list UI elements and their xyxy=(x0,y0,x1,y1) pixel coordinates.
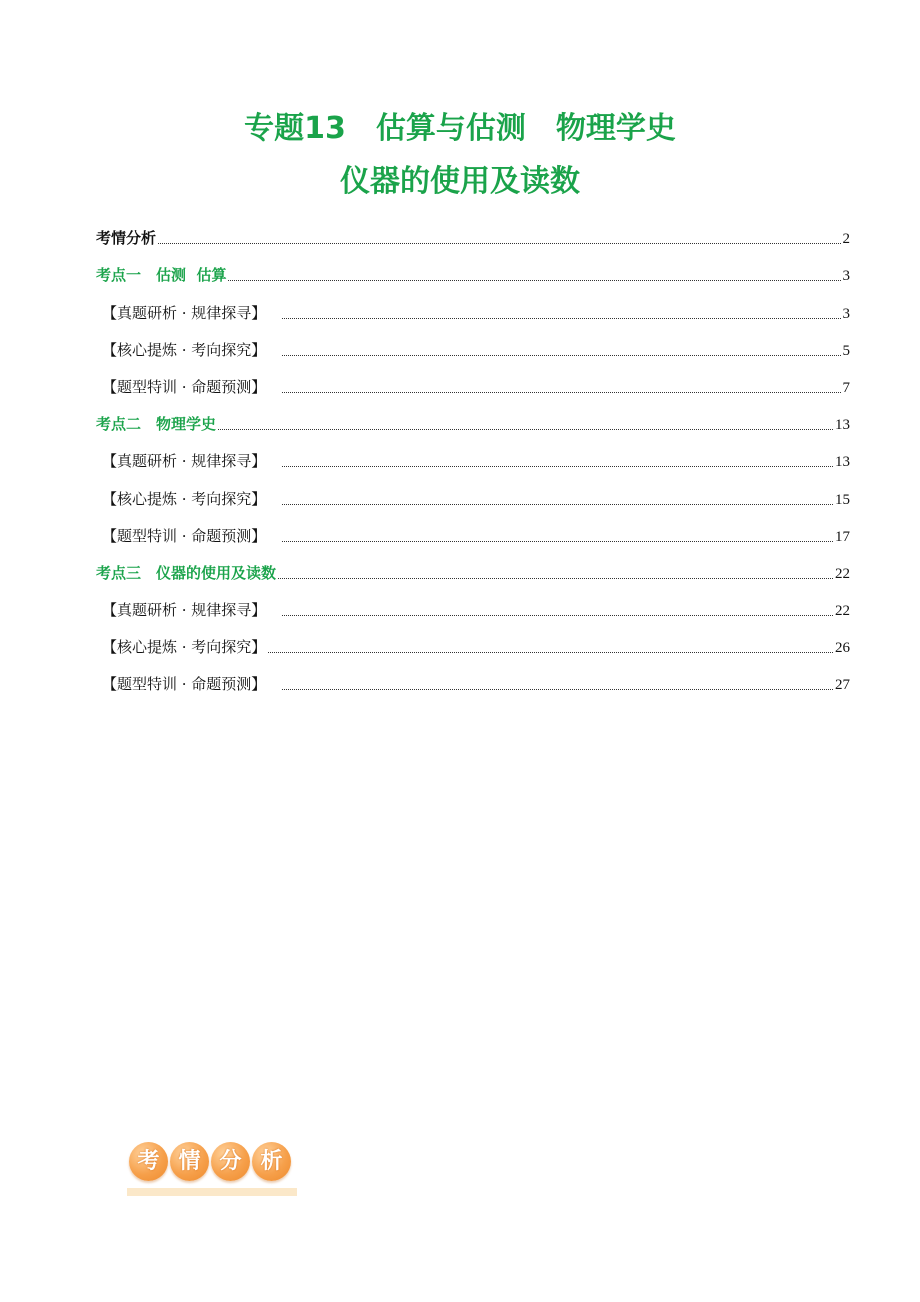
toc-dot-leader xyxy=(282,317,840,319)
toc-entry-label: 【核心提炼 · 考向探究】 xyxy=(102,489,267,508)
toc-entry[interactable] xyxy=(96,475,850,512)
toc-dot-leader xyxy=(218,428,833,430)
document-title-line-1: 专题13 估算与估测 物理学史 xyxy=(244,111,676,146)
toc-page-number: 13 xyxy=(835,417,850,434)
toc-entry-label: 【真题研析 · 规律探寻】 xyxy=(102,601,267,620)
section-badge-kaoqing-fenxi xyxy=(127,1142,297,1196)
toc-dot-leader xyxy=(268,651,833,653)
toc-entry-label: 【核心提炼 · 考向探究】 xyxy=(102,638,267,657)
toc-dot-leader xyxy=(282,391,840,393)
toc-page-number: 15 xyxy=(835,491,850,508)
toc-page-number: 22 xyxy=(835,565,850,582)
toc-entry[interactable] xyxy=(96,252,850,289)
toc-entry-label: 【题型特训 · 命题预测】 xyxy=(102,377,267,396)
toc-entry-label: 考点三 仪器的使用及读数 xyxy=(96,563,277,582)
toc-entry[interactable] xyxy=(96,438,850,475)
toc-dot-leader xyxy=(282,688,833,690)
toc-dot-leader xyxy=(158,242,840,244)
toc-entry-label: 【题型特训 · 命题预测】 xyxy=(102,675,267,694)
toc-dot-leader xyxy=(282,540,833,542)
toc-entry-label: 【题型特训 · 命题预测】 xyxy=(102,526,267,545)
badge-underline-bar xyxy=(127,1188,297,1196)
toc-entry[interactable] xyxy=(96,624,850,661)
toc-entry-label: 考情分析 xyxy=(96,229,157,248)
toc-entry-label: 考点二 物理学史 xyxy=(96,415,217,434)
toc-dot-leader xyxy=(282,354,840,356)
badge-char-2: 情 xyxy=(170,1142,209,1181)
toc-entry[interactable] xyxy=(96,215,850,252)
toc-page-number: 13 xyxy=(835,454,850,471)
toc-entry[interactable] xyxy=(96,364,850,401)
toc-entry[interactable] xyxy=(96,401,850,438)
toc-dot-leader xyxy=(282,614,833,616)
toc-page-number: 7 xyxy=(842,379,850,396)
badge-char-4: 析 xyxy=(252,1142,291,1181)
toc-page-number: 17 xyxy=(835,528,850,545)
toc-page-number: 2 xyxy=(842,231,850,248)
toc-entry-label: 【核心提炼 · 考向探究】 xyxy=(102,340,267,359)
toc-page-number: 26 xyxy=(835,640,850,657)
toc-page-number: 27 xyxy=(835,677,850,694)
badge-char-1: 考 xyxy=(129,1142,168,1181)
toc-dot-leader xyxy=(278,577,833,579)
table-of-contents xyxy=(96,215,850,698)
toc-entry[interactable] xyxy=(96,289,850,326)
toc-entry[interactable] xyxy=(96,550,850,587)
toc-page-number: 3 xyxy=(842,305,850,322)
toc-entry-label: 考点一 估测 估算 xyxy=(96,266,227,285)
document-title-line-2: 仪器的使用及读数 xyxy=(340,164,580,199)
toc-entry[interactable] xyxy=(96,327,850,364)
toc-entry[interactable] xyxy=(96,513,850,550)
toc-page-number: 22 xyxy=(835,603,850,620)
toc-page-number: 3 xyxy=(842,268,850,285)
toc-entry-label: 【真题研析 · 规律探寻】 xyxy=(102,452,267,471)
toc-dot-leader xyxy=(282,503,833,505)
toc-entry[interactable] xyxy=(96,661,850,698)
toc-dot-leader xyxy=(228,279,840,281)
badge-char-3: 分 xyxy=(211,1142,250,1181)
toc-dot-leader xyxy=(282,465,833,467)
toc-entry[interactable] xyxy=(96,587,850,624)
toc-entry-label: 【真题研析 · 规律探寻】 xyxy=(102,303,267,322)
toc-page-number: 5 xyxy=(842,342,850,359)
